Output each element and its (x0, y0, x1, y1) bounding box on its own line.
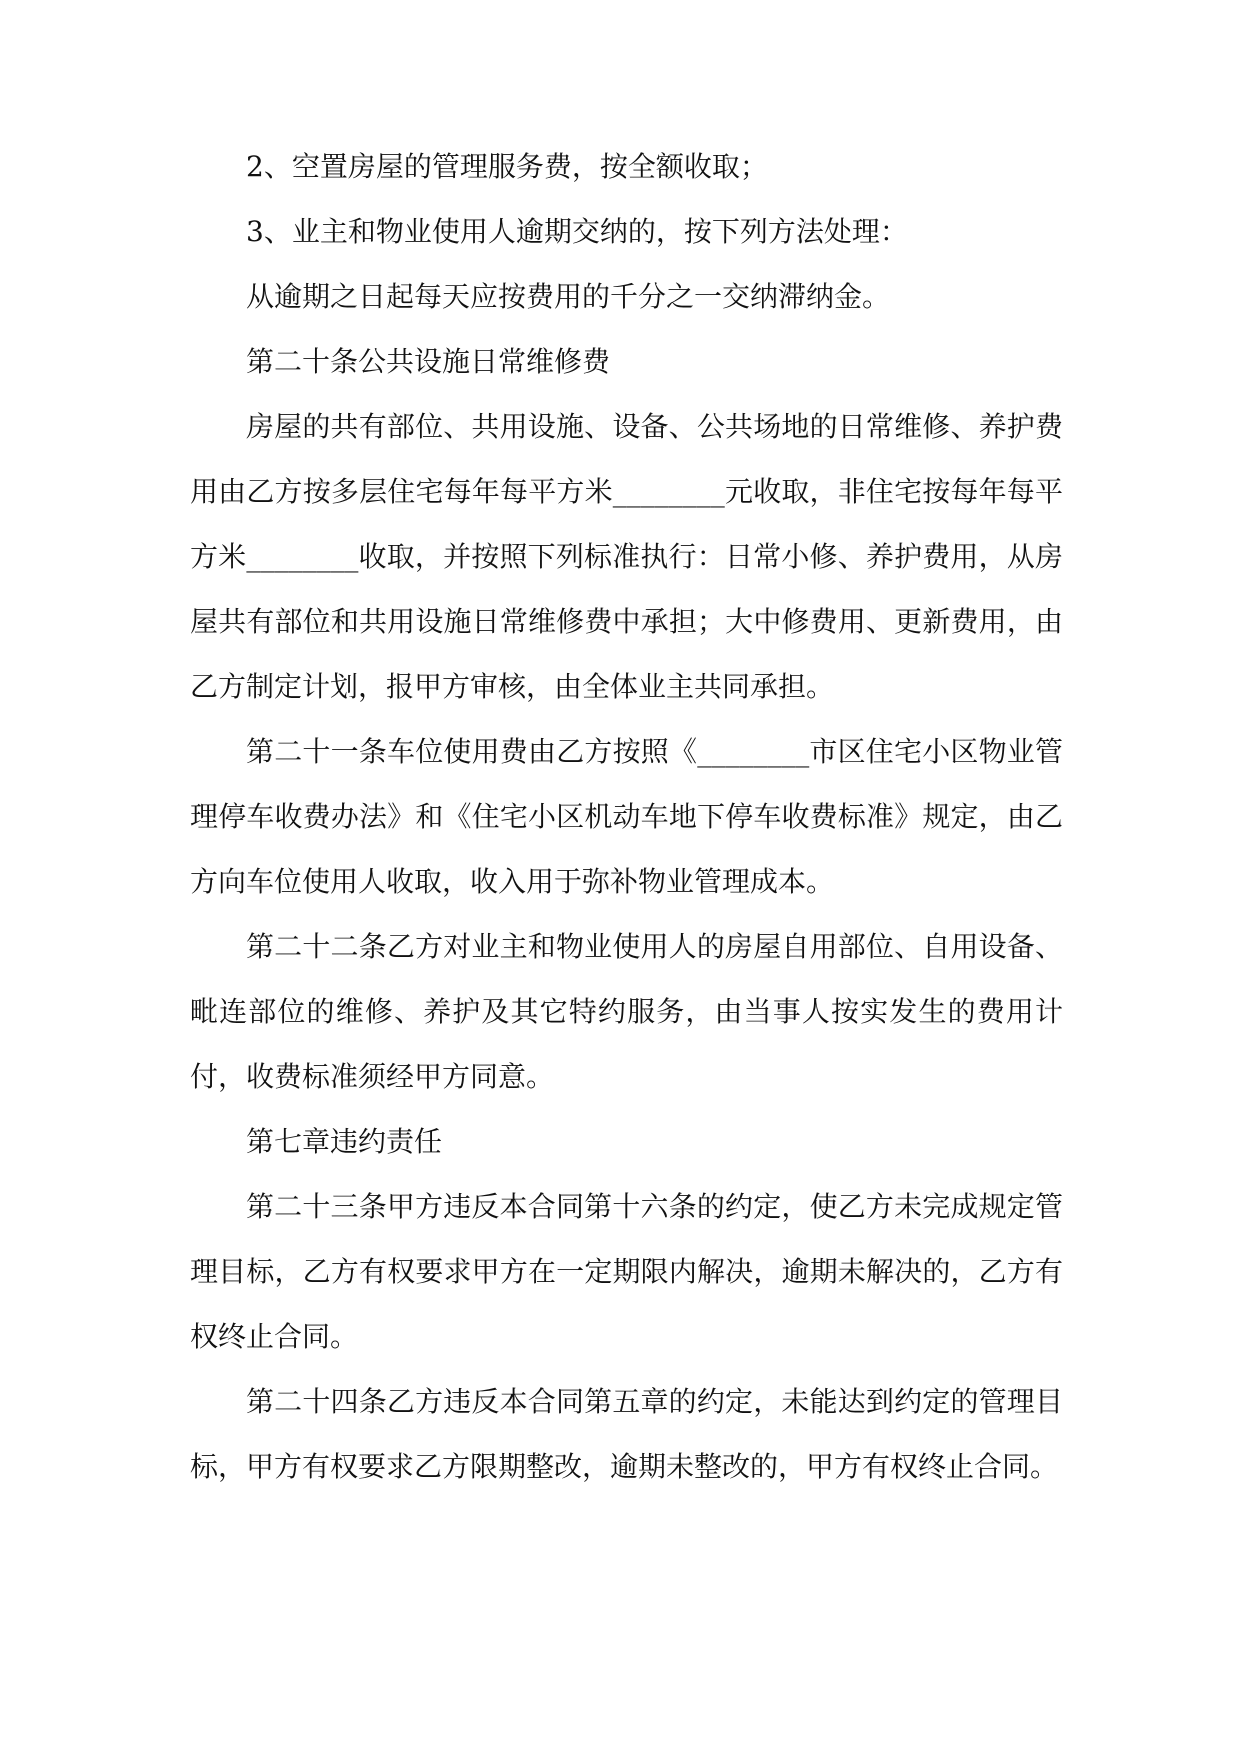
paragraph-overdue-payment: 3、业主和物业使用人逾期交纳的，按下列方法处理： (246, 215, 908, 248)
article-21-parking-fee: 第二十一条车位使用费由乙方按照《________市区住宅小区物业管理停车收费办法》和《住宅小区机动车地下停车收费标准》规定，由乙方向车位使用人收取，收入用于弥补物业管理成本。 (190, 735, 1063, 898)
article-23-party-a-breach: 第二十三条甲方违反本合同第十六条的约定，使乙方未完成规定管理目标，乙方有权要求甲方在一定期限内解决，逾期未解决的，乙方有权终止合同。 (190, 1190, 1063, 1353)
document-body (190, 134, 1063, 1499)
paragraph-vacant-fee: 2、空置房屋的管理服务费，按全额收取； (246, 150, 768, 183)
chapter-7-heading: 第七章违约责任 (246, 1125, 443, 1158)
article-20-heading: 第二十条公共设施日常维修费 (246, 345, 611, 378)
article-22-special-services: 第二十二条乙方对业主和物业使用人的房屋自用部位、自用设备、毗连部位的维修、养护及其它特约服务，由当事人按实发生的费用计付，收费标准须经甲方同意。 (190, 930, 1063, 1093)
paragraph-late-fee: 从逾期之日起每天应按费用的千分之一交纳滞纳金。 (246, 280, 891, 313)
article-24-party-b-breach: 第二十四条乙方违反本合同第五章的约定，未能达到约定的管理目标，甲方有权要求乙方限期整改，逾期未整改的，甲方有权终止合同。 (190, 1385, 1063, 1483)
paragraph-maintenance-fee: 房屋的共有部位、共用设施、设备、公共场地的日常维修、养护费用由乙方按多层住宅每年每平方米________元收取，非住宅按每年每平方米________收取，并按照下列标准执行：日常小修、养护费用，从房屋共有部位和共用设施日常维修费中承担；大中修费用、更新费用，由乙方制定计划，报甲方审核，由全体业主共同承担。 (190, 410, 1063, 703)
